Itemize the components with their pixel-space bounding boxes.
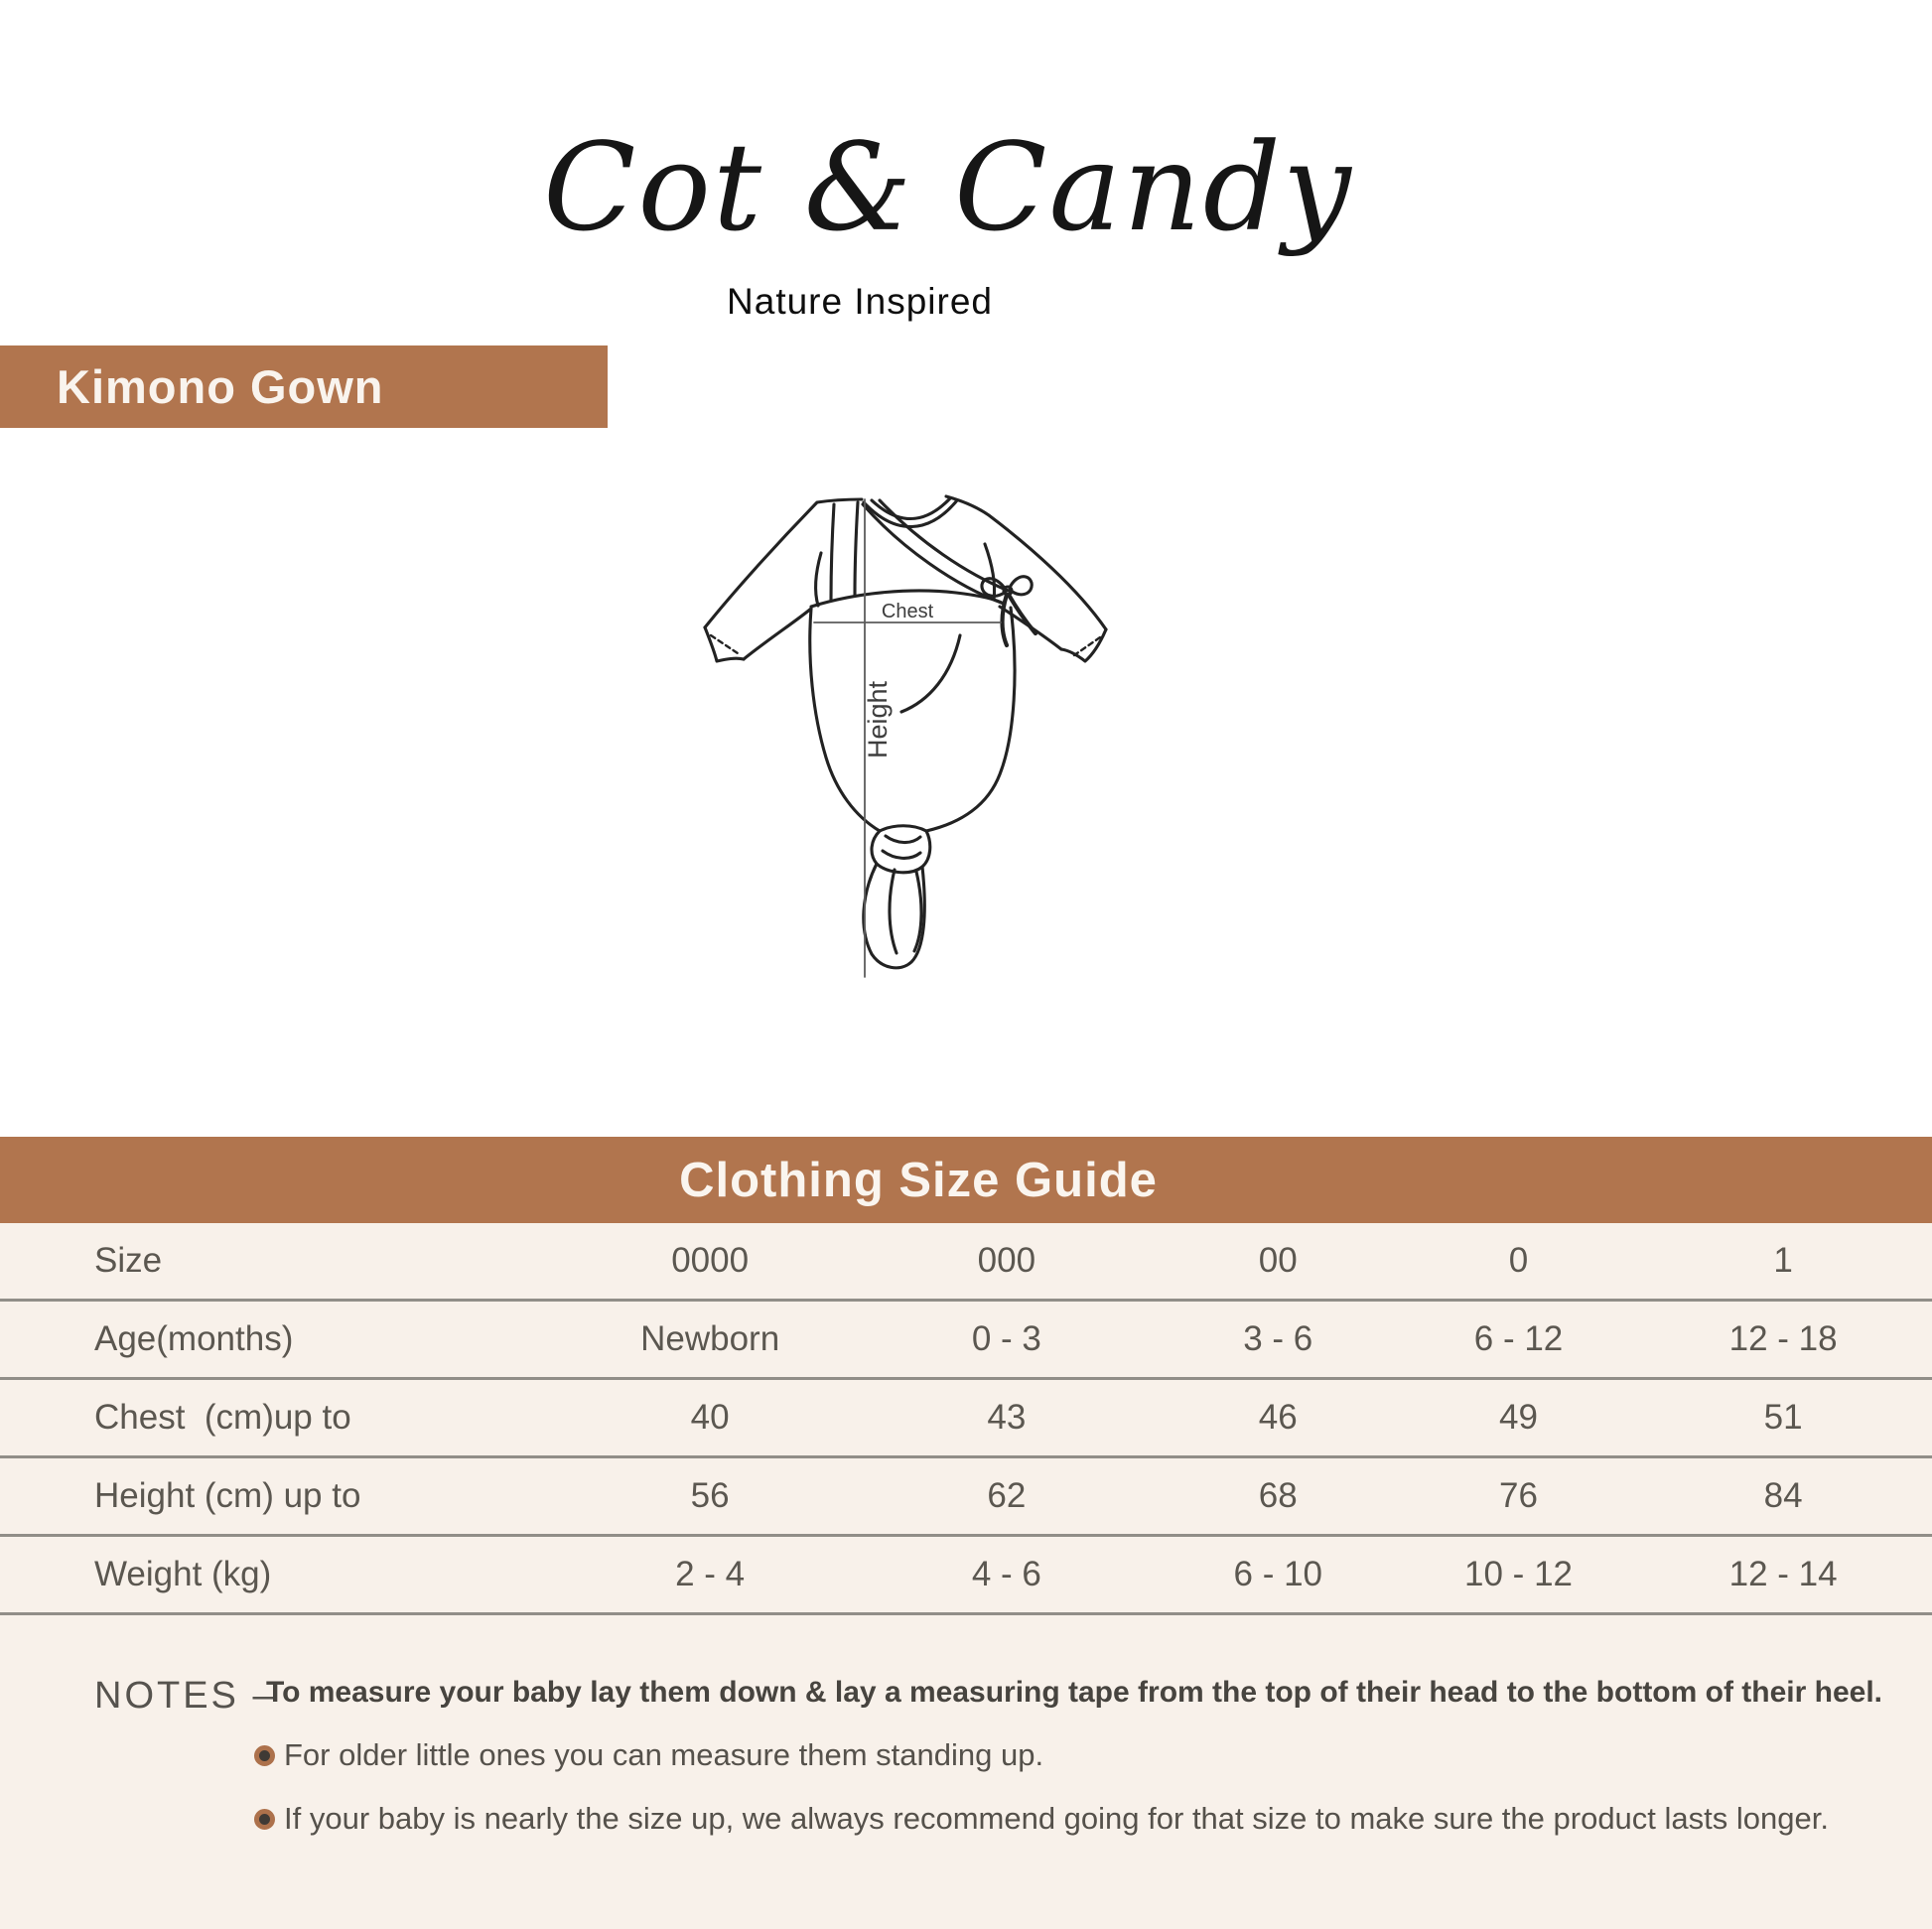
row-value: 43	[987, 1398, 1027, 1437]
product-title-band	[0, 345, 608, 428]
row-value: 0 - 3	[971, 1319, 1041, 1358]
notes-label: NOTES –	[94, 1675, 277, 1717]
row-value: 12 - 18	[1728, 1319, 1838, 1358]
row-value: 0	[1508, 1241, 1529, 1280]
kimono-gown-diagram	[675, 477, 1172, 1033]
row-value: 3 - 6	[1243, 1319, 1313, 1358]
row-value: 12 - 14	[1728, 1555, 1838, 1593]
row-value: 56	[690, 1476, 730, 1515]
brand-tagline: Nature Inspired	[727, 281, 993, 322]
note-bullet-item	[254, 1737, 1043, 1773]
product-title: Kimono Gown	[57, 360, 384, 413]
note-primary: To measure your baby lay them down & lay a measuring tape from the top of their head to the bottom of their heel.	[266, 1676, 1882, 1709]
row-value: 46	[1258, 1398, 1298, 1437]
row-label: Size	[94, 1241, 163, 1280]
row-label: Weight (kg)	[94, 1555, 272, 1593]
row-value: 49	[1499, 1398, 1538, 1437]
note-bullet-item	[254, 1801, 1829, 1837]
row-value: 4 - 6	[971, 1555, 1041, 1593]
bullet-icon	[254, 1809, 275, 1830]
row-value: 10 - 12	[1464, 1555, 1573, 1593]
row-value: 62	[987, 1476, 1027, 1515]
size-table	[0, 1223, 1932, 1615]
row-value: 00	[1258, 1241, 1298, 1280]
table-row-chest	[0, 1380, 1932, 1458]
row-value: 6 - 12	[1473, 1319, 1564, 1358]
table-row-size	[0, 1223, 1932, 1302]
table-row-height	[0, 1458, 1932, 1537]
brand-logo: Cot & Candy	[543, 117, 1353, 258]
row-value: 84	[1763, 1476, 1803, 1515]
row-value: 6 - 10	[1233, 1555, 1322, 1593]
chest-measure-label: Chest	[881, 601, 934, 622]
row-label: Chest (cm)up to	[94, 1398, 351, 1437]
row-value: Newborn	[640, 1319, 780, 1358]
note-text: If your baby is nearly the size up, we always recommend going for that size to make sure the product lasts longer.	[284, 1801, 1829, 1836]
row-value: 1	[1773, 1241, 1793, 1280]
row-value: 76	[1499, 1476, 1538, 1515]
row-label: Height (cm) up to	[94, 1476, 361, 1515]
size-guide-header	[0, 1137, 1932, 1223]
row-value: 000	[977, 1241, 1036, 1280]
size-guide-title: Clothing Size Guide	[679, 1153, 1158, 1207]
bullet-icon	[254, 1745, 275, 1766]
row-value: 51	[1763, 1398, 1803, 1437]
note-text: For older little ones you can measure them standing up.	[284, 1737, 1044, 1772]
row-value: 40	[690, 1398, 730, 1437]
row-value: 2 - 4	[675, 1555, 746, 1593]
table-row-age	[0, 1302, 1932, 1380]
row-value: 0000	[671, 1241, 750, 1280]
row-label: Age(months)	[94, 1319, 294, 1358]
row-value: 68	[1258, 1476, 1298, 1515]
height-measure-label: Height	[863, 680, 893, 759]
table-row-weight	[0, 1537, 1932, 1615]
